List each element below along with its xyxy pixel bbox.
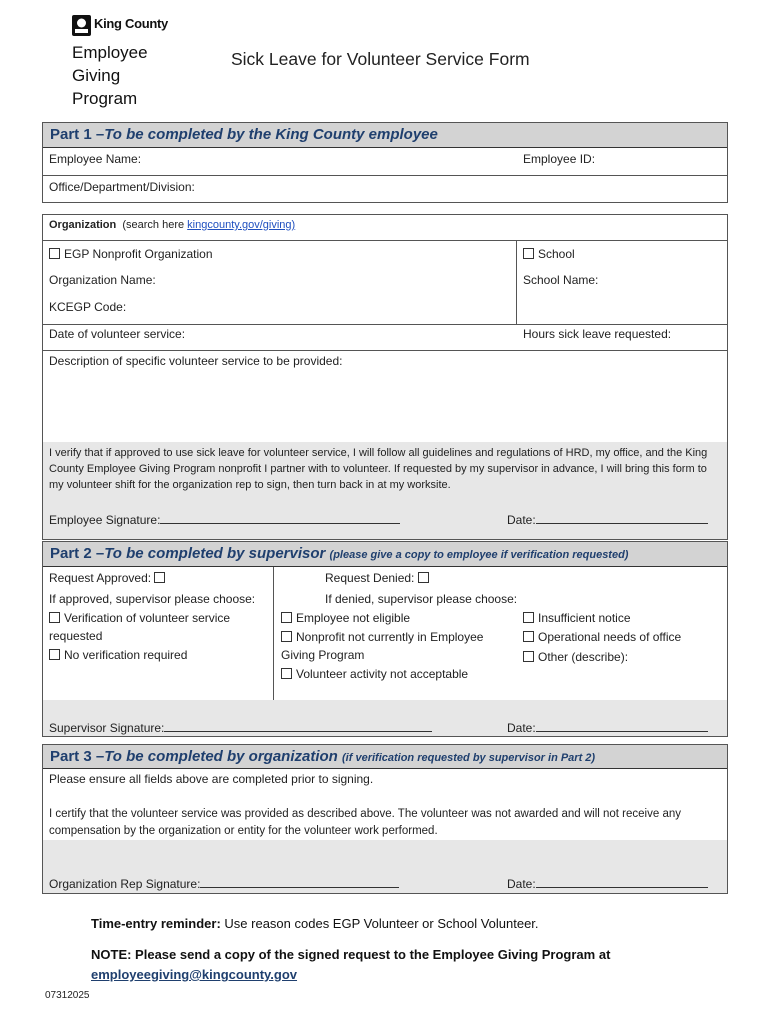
part2-label: Part 2 –	[50, 545, 105, 562]
school-checkbox[interactable]	[523, 248, 534, 259]
nonprofit-checkbox[interactable]	[281, 631, 292, 642]
hours-requested-field[interactable]: Hours sick leave requested:	[523, 327, 672, 341]
program-line-3: Program	[72, 89, 138, 108]
part3-header	[43, 745, 727, 769]
reminder-label: Time-entry reminder:	[91, 916, 221, 931]
employee-signature-line[interactable]: Employee Signature:	[49, 512, 400, 527]
organization-label: Organization	[49, 219, 117, 231]
kingcounty-giving-link[interactable]: kingcounty.gov/giving)	[187, 219, 296, 231]
part2-header	[43, 542, 727, 567]
rep-signature-line[interactable]: Organization Rep Signature:	[49, 876, 399, 891]
form-title: Sick Leave for Volunteer Service Form	[231, 49, 530, 69]
activity-not-acceptable-option[interactable]: Volunteer activity not acceptable	[281, 667, 468, 681]
part3-label: Part 3 –	[50, 748, 105, 765]
org-name: King County	[94, 16, 168, 31]
no-verification-option[interactable]: No verification required	[49, 648, 187, 662]
if-approved-label: If approved, supervisor please choose:	[49, 592, 256, 606]
certify-statement: I certify that the volunteer service was provided as described above. The volunteer was not awarded and will not receive any compensation by the organization or entity for the volunteer work performed.	[49, 808, 681, 837]
verify-statement: I verify that if approved to use sick leave for volunteer service, I will follow all guidelines and regulations of HRD, my office, and the King County Employee Giving Program nonprofit I partner with to volunteer. If requested by my supervisor in advance, I will bring this form to my volunteer shift for the organization rep to sign, then turn back in at my worksite.	[49, 447, 708, 491]
operational-needs-option[interactable]: Operational needs of office	[523, 630, 681, 644]
egp-checkbox[interactable]	[49, 248, 60, 259]
school-name-field[interactable]: School Name:	[523, 273, 599, 287]
if-denied-label: If denied, supervisor please choose:	[325, 592, 518, 606]
employee-giving-email-link[interactable]: employeegiving@kingcounty.gov	[91, 967, 298, 982]
part1-heading: To be completed by the King County employee	[104, 126, 438, 143]
verification-requested-option[interactable]: Verification of volunteer service	[49, 611, 230, 625]
kcegp-code-field[interactable]: KCEGP Code:	[49, 300, 127, 314]
ensure-fields-note: Please ensure all fields above are completed prior to signing.	[49, 772, 374, 786]
part1-label: Part 1 –	[50, 126, 105, 143]
school-option[interactable]: School	[523, 247, 575, 261]
other-describe-option[interactable]: Other (describe):	[523, 650, 628, 664]
operational-checkbox[interactable]	[523, 631, 534, 642]
part3-heading: To be completed by organization	[104, 748, 338, 765]
no-verification-checkbox[interactable]	[49, 649, 60, 660]
not-eligible-checkbox[interactable]	[281, 612, 292, 623]
approved-checkbox[interactable]	[154, 572, 165, 583]
denied-checkbox[interactable]	[418, 572, 429, 583]
description-field[interactable]: Description of specific volunteer service to be provided:	[49, 354, 343, 368]
king-county-logo-icon	[72, 15, 91, 36]
nonprofit-not-in-program-cont: Giving Program	[281, 648, 365, 662]
other-checkbox[interactable]	[523, 651, 534, 662]
time-entry-reminder	[91, 916, 539, 931]
part2-heading: To be completed by supervisor	[104, 545, 326, 562]
supervisor-signature-line[interactable]: Supervisor Signature:	[49, 720, 432, 735]
form-code: 07312025	[45, 990, 90, 1001]
part2-note: (please give a copy to employee if verification requested)	[329, 549, 629, 561]
send-copy-note: NOTE: Please send a copy of the signed request to the Employee Giving Program at	[91, 947, 611, 962]
organization-name-field[interactable]: Organization Name:	[49, 273, 156, 287]
employee-date-line[interactable]: Date:	[507, 512, 708, 527]
verification-checkbox[interactable]	[49, 612, 60, 623]
employee-id-field[interactable]: Employee ID:	[523, 152, 596, 166]
search-text: (search here	[122, 219, 188, 231]
date-of-service-field[interactable]: Date of volunteer service:	[49, 327, 186, 341]
supervisor-date-line[interactable]: Date:	[507, 720, 708, 735]
insufficient-checkbox[interactable]	[523, 612, 534, 623]
part3-note: (if verification requested by supervisor in Part 2)	[342, 752, 596, 764]
part1-header	[43, 123, 727, 148]
office-field[interactable]: Office/Department/Division:	[49, 180, 195, 194]
reminder-text: Use reason codes EGP Volunteer or School Volunteer.	[220, 916, 539, 931]
verification-requested-cont: requested	[49, 629, 103, 643]
request-denied-option[interactable]: Request Denied:	[325, 571, 433, 585]
organization-search-label	[49, 219, 295, 231]
employee-name-field[interactable]: Employee Name:	[49, 152, 142, 166]
nonprofit-not-in-program-option[interactable]: Nonprofit not currently in Employee	[281, 630, 483, 644]
rep-date-line[interactable]: Date:	[507, 876, 708, 891]
employee-not-eligible-option[interactable]: Employee not eligible	[281, 611, 410, 625]
program-line-2: Giving	[72, 66, 121, 85]
insufficient-notice-option[interactable]: Insufficient notice	[523, 611, 631, 625]
egp-nonprofit-option[interactable]: EGP Nonprofit Organization	[49, 247, 213, 261]
not-acceptable-checkbox[interactable]	[281, 668, 292, 679]
program-line-1: Employee	[72, 43, 148, 62]
request-approved-option[interactable]: Request Approved:	[49, 571, 169, 585]
